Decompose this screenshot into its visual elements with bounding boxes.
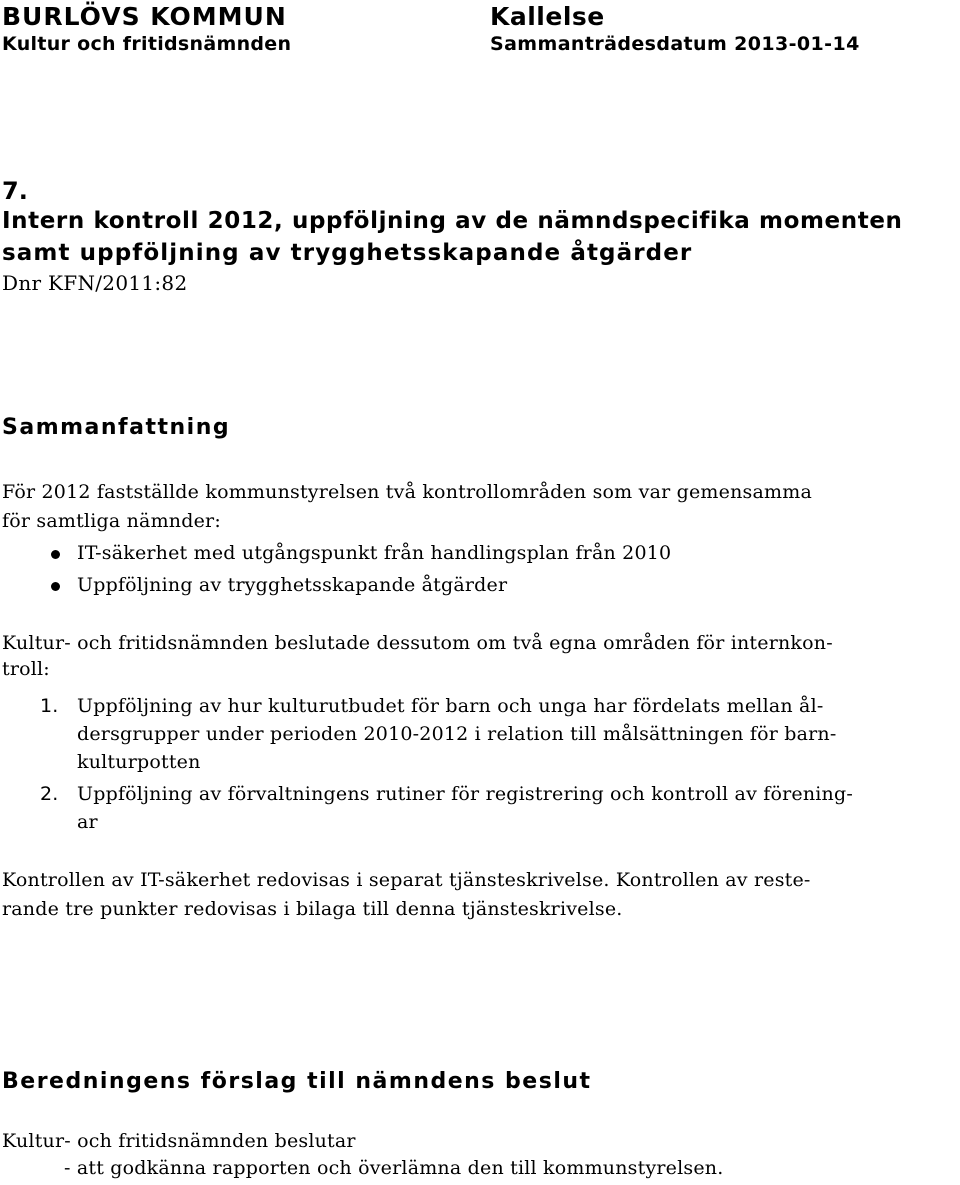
item-number: 7. xyxy=(2,177,28,205)
summary-decision-line1: Kultur- och fritidsnämnden beslutade dessutom om två egna områden för internkon- xyxy=(2,632,833,654)
summary-heading: Sammanfattning xyxy=(2,415,231,440)
committee-name: Kultur och fritidsnämnden xyxy=(2,33,292,55)
item-title-line1: Intern kontroll 2012, uppföljning av de nämndspecifika momenten xyxy=(2,208,903,234)
bullet-icon xyxy=(51,582,60,591)
numbered-item-2-line2: ar xyxy=(77,811,98,833)
item-title-line2: samt uppföljning av trygghetsskapande åtgärder xyxy=(2,240,693,266)
summary-closing-line1: Kontrollen av IT-säkerhet redovisas i separat tjänsteskrivelse. Kontrollen av reste- xyxy=(2,869,811,891)
organization-name: BURLÖVS KOMMUN xyxy=(2,2,287,31)
bullet-icon xyxy=(51,550,60,559)
list-number-2: 2. xyxy=(40,783,59,805)
list-number-1: 1. xyxy=(40,695,59,717)
reference-number: Dnr KFN/2011:82 xyxy=(2,271,188,295)
summary-closing-line2: rande tre punkter redovisas i bilaga till denna tjänsteskrivelse. xyxy=(2,898,623,920)
numbered-item-2-line1: Uppföljning av förvaltningens rutiner för registrering och kontroll av förening- xyxy=(77,783,853,805)
meeting-date: Sammanträdesdatum 2013-01-14 xyxy=(490,33,860,55)
numbered-item-1-line3: kulturpotten xyxy=(77,751,201,773)
numbered-item-1-line1: Uppföljning av hur kulturutbudet för barn och unga har fördelats mellan ål- xyxy=(77,695,824,717)
summary-decision-line2: troll: xyxy=(2,658,50,680)
proposal-line2: - att godkänna rapporten och överlämna den till kommunstyrelsen. xyxy=(64,1157,724,1179)
summary-intro-line2: för samtliga nämnder: xyxy=(2,510,221,532)
document-type: Kallelse xyxy=(490,2,605,31)
numbered-item-1-line2: dersgrupper under perioden 2010-2012 i relation till målsättningen för barn- xyxy=(77,723,837,745)
proposal-line1: Kultur- och fritidsnämnden beslutar xyxy=(2,1130,356,1152)
bullet-item-2: Uppföljning av trygghetsskapande åtgärder xyxy=(77,574,508,596)
bullet-item-1: IT-säkerhet med utgångspunkt från handlingsplan från 2010 xyxy=(77,542,672,564)
summary-intro-line1: För 2012 fastställde kommunstyrelsen två kontrollområden som var gemensamma xyxy=(2,481,812,503)
proposal-heading: Beredningens förslag till nämndens beslut xyxy=(2,1069,592,1094)
